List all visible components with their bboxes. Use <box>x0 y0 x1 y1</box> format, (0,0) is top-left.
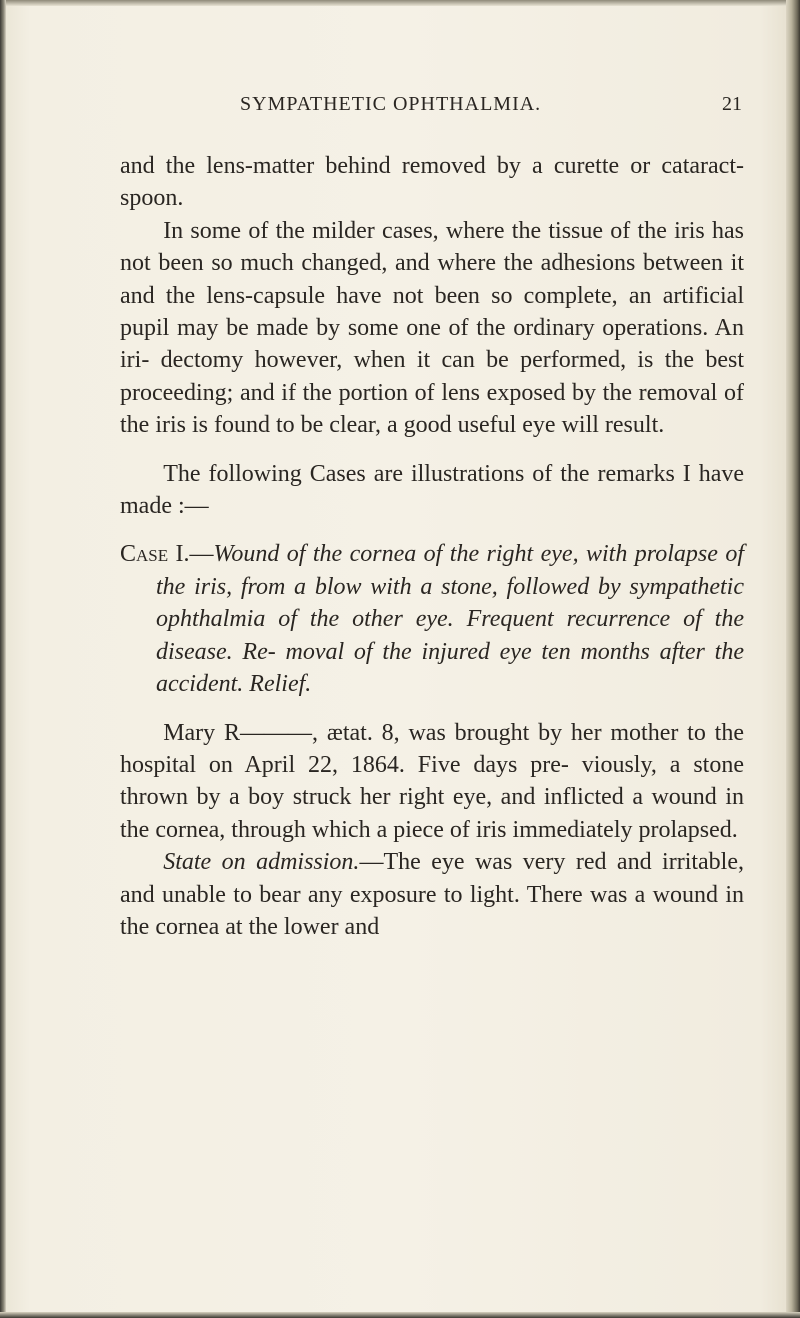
page-top-edge <box>0 0 800 6</box>
page-right-edge <box>786 0 800 1318</box>
running-head: SYMPATHETIC OPHTHALMIA. <box>240 93 542 115</box>
paragraph-milder-cases: In some of the milder cases, where the tissue of the iris has not been so much changed, and where the adhesions between it and the lens-capsule have not been so complete, an artificial pupil may be made by some one of the ordinary operations. An iri- dectomy however, when it can be performed, is the best proceeding; and if the portion of lens exposed by the removal of the iris is found to be clear, a good useful eye will result. <box>120 217 744 439</box>
page-header <box>120 93 742 119</box>
page-number: 21 <box>722 93 742 115</box>
case-heading: Case I.—Wound of the cornea of the right eye, with prolapse of the iris, from a blow with a stone, followed by sympathetic ophthalmia of the other eye. Frequent recurrence of the disease. Re- moval of the injured eye ten months after the accident. Relief. <box>120 541 744 698</box>
case-label: Case I. <box>120 541 190 568</box>
body-text <box>120 150 744 943</box>
case-title: Wound of the cornea of the right eye, with prolapse of the iris, from a blow with a stone, followed by sympathetic ophthalmia of the other eye. Frequent recurrence of the disease. Re- moval of the injured eye ten months after the accident. Relief. <box>156 541 744 698</box>
page-bottom-edge <box>0 1312 800 1318</box>
paragraph-case-history: Mary R———, ætat. 8, was brought by her mother to the hospital on April 22, 1864. Five days pre- viously, a stone thrown by a boy struck her right eye, and inflicted a wound in the cornea, through which a piece of iris immediately prolapsed. <box>120 719 744 843</box>
state-on-admission-text: —The eye was very red and irritable, and unable to bear any exposure to light. There was a wound in the cornea at the lower and <box>120 849 744 940</box>
paragraph-following-cases: The following Cases are illustrations of the remarks I have made :— <box>120 460 744 520</box>
paragraph-continuation: and the lens-matter behind removed by a curette or cataract-spoon. <box>120 153 744 212</box>
page-left-edge <box>0 0 6 1318</box>
state-on-admission-label: State on admission. <box>163 849 360 876</box>
paragraph-state-on-admission <box>120 846 744 943</box>
